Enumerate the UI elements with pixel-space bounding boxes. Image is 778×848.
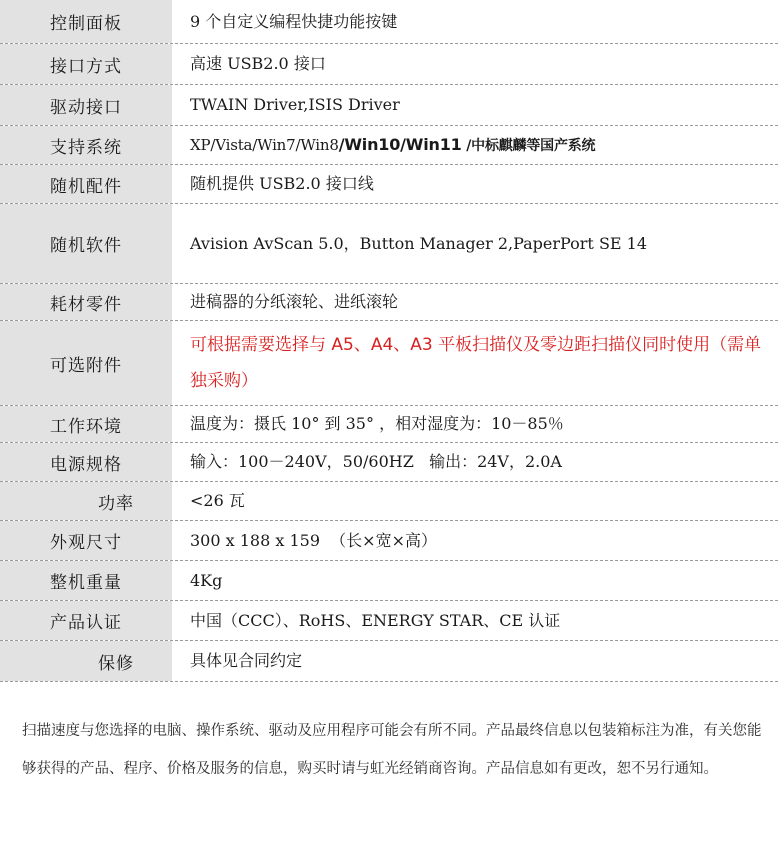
spec-row-weight — [0, 560, 778, 600]
spec-value: 输入：100－240V，50/60HZ 输出：24V，2.0A — [190, 452, 562, 471]
spec-value-highlight: 可根据需要选择与 A5、A4、A3 平板扫描仪及零边距扫描仪同时使用（需单独采购） — [190, 335, 762, 391]
spec-row-software — [0, 203, 778, 283]
spec-label: 工作环境 — [0, 406, 172, 442]
spec-label: 整机重量 — [0, 561, 172, 600]
spec-value: 进稿器的分纸滚轮、进纸滚轮 — [190, 292, 399, 311]
footer-disclaimer: 扫描速度与您选择的电脑、操作系统、驱动及应用程序可能会有所不同。产品最终信息以包装箱标注为准，有关您能够获得的产品、程序、价格及服务的信息，购买时请与虹光经销商咨询。产品信息如有更改，恕不另行通知。 — [22, 723, 762, 777]
spec-row-power-consumption — [0, 481, 778, 520]
spec-row-certification — [0, 600, 778, 640]
spec-label: 控制面板 — [0, 0, 172, 43]
spec-value: 具体见合同约定 — [190, 651, 303, 670]
spec-row-warranty — [0, 640, 778, 682]
spec-label: 电源规格 — [0, 443, 172, 481]
spec-value: 4Kg — [190, 570, 223, 590]
spec-label: 保修 — [0, 641, 172, 681]
spec-label: 功率 — [0, 482, 172, 520]
spec-value: 温度为：摄氏 10° 到 35° ，相对湿度为：10－85％ — [190, 414, 564, 433]
spec-row-dimensions — [0, 520, 778, 560]
spec-value: 9 个自定义编程快捷功能按键 — [190, 11, 398, 31]
spec-value — [172, 129, 778, 162]
spec-value: Avision AvScan 5.0，Button Manager 2,PaperPort SE 14 — [190, 233, 648, 253]
spec-row-optional-accessories — [0, 320, 778, 405]
spec-row-control-panel — [0, 0, 778, 43]
spec-label: 可选附件 — [0, 321, 172, 405]
spec-label: 支持系统 — [0, 126, 172, 164]
spec-value: 随机提供 USB2.0 接口线 — [190, 174, 374, 193]
spec-value: <26 瓦 — [190, 491, 245, 510]
spec-row-interface — [0, 43, 778, 84]
spec-value: TWAIN Driver,ISIS Driver — [190, 95, 400, 114]
spec-value: 300 x 188 x 159 （长×宽×高） — [190, 530, 437, 550]
spec-value: 中国（CCC）、RoHS、ENERGY STAR、CE 认证 — [190, 610, 561, 630]
os-list-new: /Win10/Win11 — [338, 134, 462, 154]
spec-label: 随机配件 — [0, 165, 172, 203]
spec-label: 随机软件 — [0, 204, 172, 283]
spec-row-driver — [0, 84, 778, 125]
spec-label: 接口方式 — [0, 44, 172, 84]
spec-row-environment — [0, 405, 778, 442]
os-list-domestic: /中标麒麟等国产系统 — [461, 137, 596, 154]
spec-value: 高速 USB2.0 接口 — [190, 54, 326, 73]
spec-label: 耗材零件 — [0, 284, 172, 320]
os-list-legacy: XP/Vista/Win7/Win8 — [190, 135, 339, 154]
spec-row-consumables — [0, 283, 778, 320]
spec-label: 外观尺寸 — [0, 521, 172, 560]
spec-row-power-spec — [0, 442, 778, 481]
spec-row-accessories — [0, 164, 778, 203]
spec-row-os — [0, 125, 778, 164]
spec-label: 驱动接口 — [0, 85, 172, 125]
spec-label: 产品认证 — [0, 601, 172, 640]
